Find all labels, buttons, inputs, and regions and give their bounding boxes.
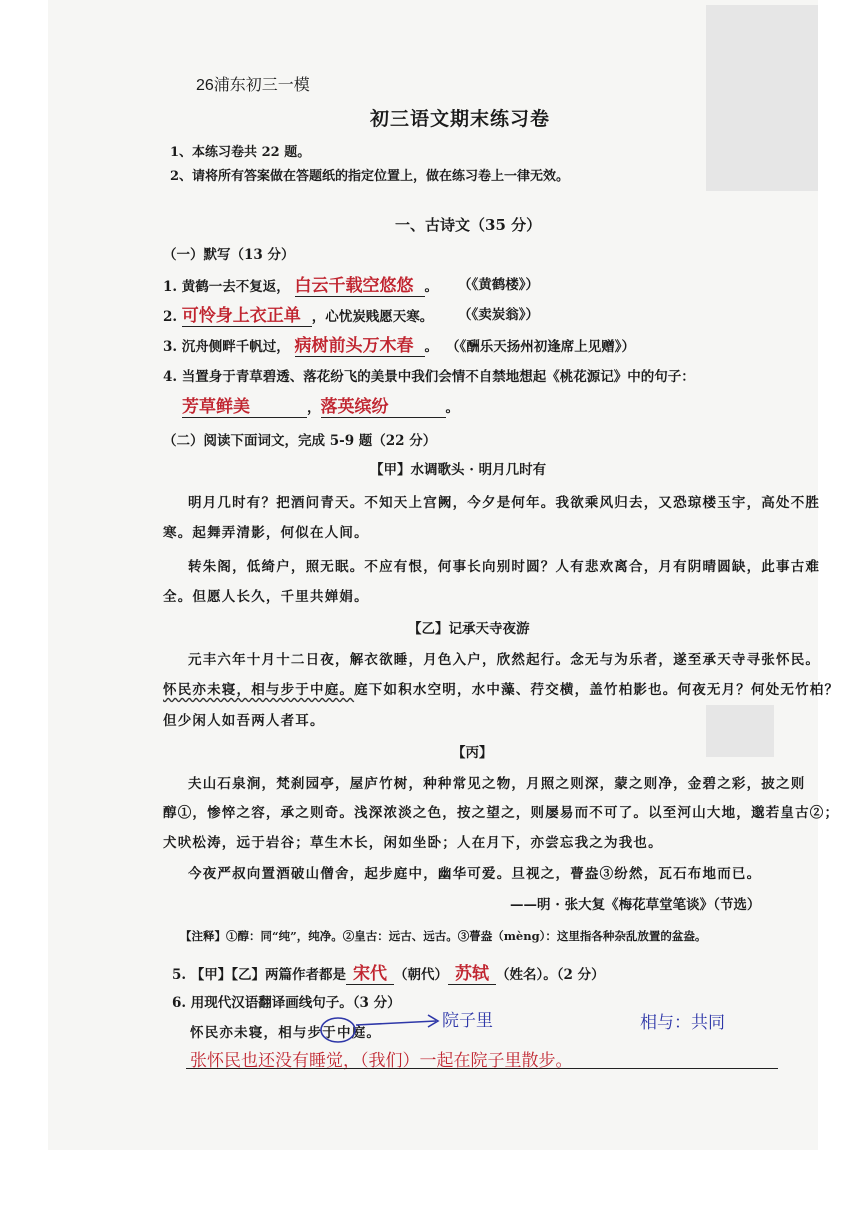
dictation-source-3: （《酬乐天扬州初逢席上见赠》） — [446, 339, 635, 355]
bing-line-1: 夫山石泉涧，梵刹园亭，屋庐竹树，种种常见之物，月照之则深，蒙之则净，金碧之彩，披之则 — [188, 776, 806, 792]
annotation-note: 【注释】①醇：同“纯”，纯净。②皇古：远古、远古。③瞢盎（mèng）：这里指各种杂乱放置的盆盎。 — [180, 929, 707, 943]
q6-note-xiangyu: 相与：共同 — [640, 1013, 725, 1033]
jia-line-3: 转朱阁，低绮户，照无眠。不应有恨，何事长向别时圆？人有悲欢离合，月有阴晴圆缺，此事古难 — [188, 559, 821, 575]
dictation-item-1: 1. 黄鹤一去不复返， 白云千载空悠悠 。 — [163, 271, 438, 297]
jia-line-1: 明月几时有？把酒问青天。不知天上宫阙，今夕是何年。我欲乘风归去，又恐琼楼玉宇，高处不胜 — [188, 495, 821, 511]
jia-line-4: 全。但愿人长久，千里共婵娟。 — [163, 589, 369, 605]
q4-answer-1: 芳草鲜美 — [182, 392, 307, 418]
dictation-item-2: 2. 可怜身上衣正单 ，心忧炭贱愿天寒。 — [163, 301, 433, 327]
yi-line-3: 但少闲人如吾两人者耳。 — [163, 713, 325, 729]
dictation-source-1: （《黄鹤楼》） — [458, 277, 539, 293]
dictation-item-3: 3. 沉舟侧畔千帆过， 病树前头万木春 。 — [163, 331, 438, 357]
header-label: 26浦东初三一模 — [196, 77, 310, 94]
section-heading: 一、古诗文（35 分） — [395, 216, 542, 234]
dictation-answer-2: 可怜身上衣正单 — [182, 301, 312, 327]
bing-source: ——明 · 张大复《梅花草堂笔谈》（节选） — [510, 897, 761, 913]
answer-line — [186, 1068, 778, 1069]
question-5: 5. 【甲】【乙】两篇作者都是 宋代 （朝代） 苏轼 （姓名）。（2 分） — [172, 959, 605, 985]
q5-dynasty-answer: 宋代 — [346, 959, 394, 985]
dictation-answer-3: 病树前头万木春 — [295, 331, 425, 357]
part-one-heading: （一）默写（13 分） — [163, 247, 295, 263]
bing-title: 【丙】 — [452, 745, 493, 761]
jia-line-2: 寒。起舞弄清影，何似在人间。 — [163, 525, 369, 541]
yi-underlined-sentence: 怀民亦未寝，相与步于中庭。 — [163, 682, 355, 698]
q6-sentence: 怀民亦未寝，相与步于中庭。 — [190, 1025, 382, 1041]
paper-title: 初三语文期末练习卷 — [370, 108, 551, 130]
jia-title: 【甲】水调歌头 · 明月几时有 — [370, 462, 547, 478]
q4-answer-2: 落英缤纷 — [321, 392, 446, 418]
bing-line-3: 犬吠松涛，远于岩谷；草生木长，闲如坐卧；人在月下，亦尝忘我之为我也。 — [163, 835, 663, 851]
yi-line-1: 元丰六年十月十二日夜，解衣欲睡，月色入户，欣然起行。念无与为乐者，遂至承天寺寻张怀民。 — [188, 652, 821, 668]
instruction-1: 1、本练习卷共 22 题。 — [170, 145, 311, 160]
scan-shadow-top-right — [706, 5, 818, 191]
q5-name-answer: 苏轼 — [448, 959, 496, 985]
part-two-heading: （二）阅读下面词文，完成 5-9 题（22 分） — [163, 433, 437, 449]
question-4: 4. 当置身于青草碧透、落花纷飞的美景中我们会情不自禁地想起《桃花源记》中的句子： — [163, 369, 695, 385]
instruction-2: 2、请将所有答案做在答题纸的指定位置上，做在练习卷上一律无效。 — [170, 169, 570, 184]
q6-note-courtyard: 院子里 — [442, 1011, 493, 1031]
dictation-source-2: （《卖炭翁》） — [458, 307, 539, 323]
q6-answer: 张怀民也还没有睡觉，（我们）一起在院子里散步。 — [190, 1051, 573, 1071]
bing-line-4: 今夜严叔向置酒破山僧舍，起步庭中，幽华可爱。旦视之，瞢盎③纷然，瓦石布地而已。 — [188, 866, 762, 882]
scan-shadow-right — [706, 705, 774, 757]
yi-line-2: 怀民亦未寝，相与步于中庭。庭下如积水空明，水中藻、荇交横，盖竹柏影也。何夜无月？何处无竹柏？ — [163, 682, 840, 698]
dictation-answer-1: 白云千载空悠悠 — [295, 271, 425, 297]
question-6: 6. 用现代汉语翻译画线句子。（3 分） — [172, 995, 401, 1011]
bing-line-2: 醇①，惨悴之容，承之则奇。浅深浓淡之色，按之望之，则屡易而不可了。以至河山大地，邈若皇古②； — [163, 805, 840, 821]
yi-title: 【乙】记承天寺夜游 — [408, 621, 530, 637]
question-4-answers: 芳草鲜美 ，落英缤纷 。 — [182, 392, 459, 418]
